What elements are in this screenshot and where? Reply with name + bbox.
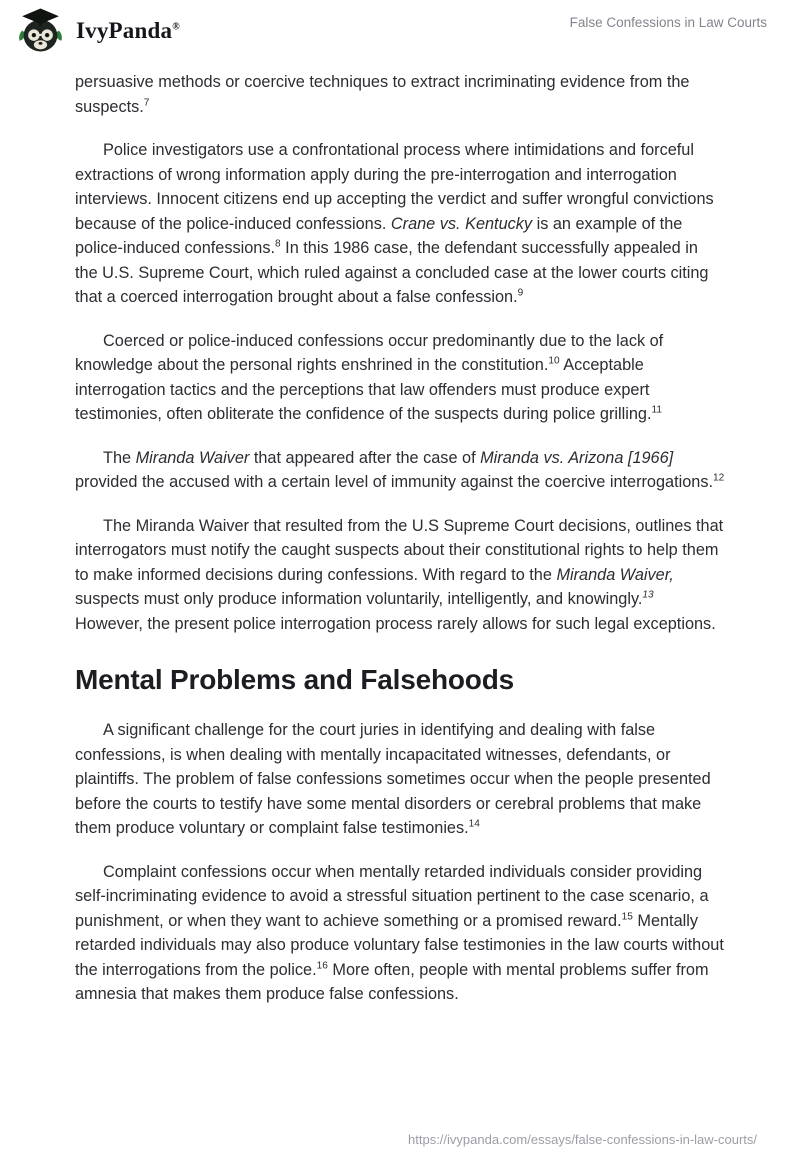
- paragraph: Complaint confessions occur when mentally retarded individuals consider providing self-incriminating evidence to avoid a stressful situation pertinent to the case scenario, a punishment, or when they want to achieve something or a promised reward.$^{15}$ Mentally retarded individuals may also produce voluntary false testimonies in the law courts without the interrogations from the police.$^{16}$ More often, people with mental problems suffer from amnesia that makes them produce false confessions.: [75, 862, 724, 1003]
- paragraph: Coerced or police-induced confessions occur predominantly due to the lack of knowledge about the personal rights enshrined in the constitution.$^{10}$ Acceptable interrogation tactics and the perceptions that law offenders must produce expert testimonies, often obliterate the confidence of the suspects during police grilling.$^{11}$: [75, 331, 664, 423]
- paragraph: The Miranda Waiver that resulted from the U.S Supreme Court decisions, outlines that interrogators must notify the caught suspects about their constitutional rights to help them to make informed decisions during confessions. With regard to the Miranda Waiver, suspects must only produce information voluntarily, intelligently, and knowingly.$^{13}$ However, the present police interrogation process rarely allows for such legal exceptions.: [75, 516, 724, 633]
- paragraph: A significant challenge for the court juries in identifying and dealing with false confessions, is when dealing with mentally incapacitated witnesses, defendants, or plaintiffs. The problem of false confessions sometimes occur when the people presented before the courts to testify have some mental disorders or cerebral problems that make them produce voluntary or complaint false testimonies.$^{14}$: [75, 721, 711, 837]
- ivypanda-logo-icon: [17, 7, 64, 54]
- page-header: [0, 0, 800, 62]
- document-title: False Confessions in Law Courts: [569, 15, 767, 30]
- section-heading: Mental Problems and Falsehoods: [75, 664, 514, 695]
- source-url-link[interactable]: https://ivypanda.com/essays/false-confessions-in-law-courts/: [408, 1132, 757, 1147]
- brand-name: IvyPanda®: [76, 17, 180, 43]
- paragraph: Police investigators use a confrontational process where intimidations and forceful extractions of wrong information apply during the pre-interrogation and interrogation interviews. Innocent citizens end up accepting the verdict and suffer wrongful convictions because of the police-induced confessions. Crane vs. Kentucky is an example of the police-induced confessions.$^8$ In this 1986 case, the defendant successfully appealed in the U.S. Supreme Court, which ruled against a concluded case at the lower courts citing that a coerced interrogation brought about a false confession.$^9$: [75, 141, 714, 306]
- ivypanda-brand[interactable]: [17, 7, 180, 54]
- essay-body: [75, 70, 725, 1026]
- paragraph: The Miranda Waiver that appeared after the case of Miranda vs. Arizona [1966] provided the accused with a certain level of immunity against the coercive interrogations.$^{12}$: [75, 448, 725, 491]
- paragraph: persuasive methods or coercive techniques to extract incriminating evidence from the suspects.$^7$: [75, 73, 690, 116]
- registered-mark: ®: [172, 20, 180, 32]
